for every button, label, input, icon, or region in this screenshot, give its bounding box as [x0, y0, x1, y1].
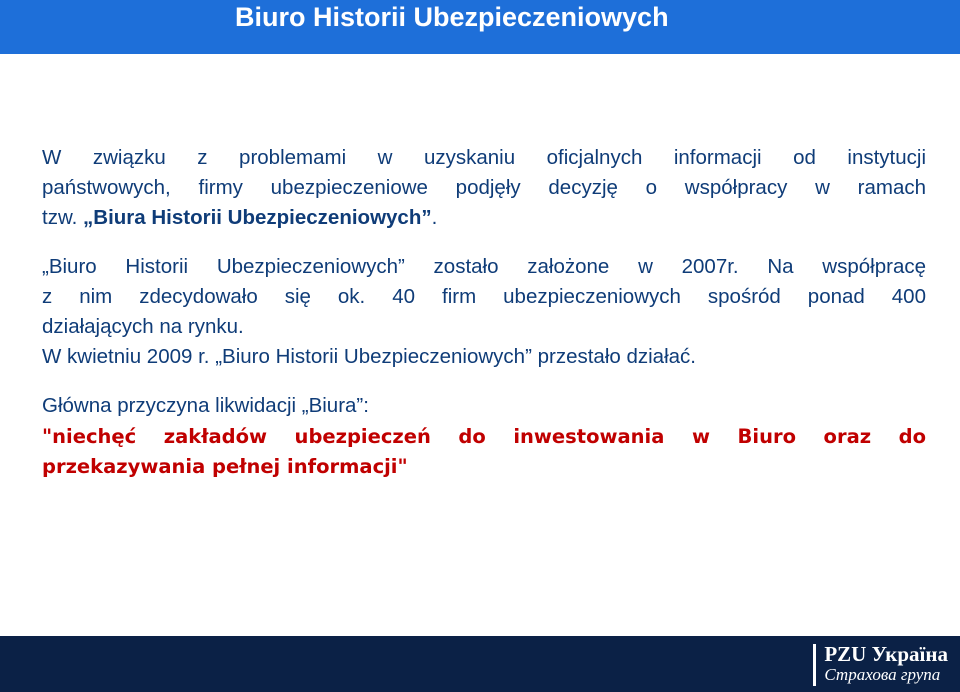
paragraph-history-line-4: W kwietniu 2009 r. „Biuro Historii Ubezpieczeniowych” przestało działać.	[42, 345, 696, 368]
quote-line-2: przekazywania pełnej informacji"	[42, 455, 408, 478]
quote-line-1: "niechęć zakładów ubezpieczeń do inwestowania w Biuro oraz do	[42, 425, 926, 448]
paragraph-intro-line-1: W związku z problemami w uzyskaniu oficjalnych informacji od instytucji	[42, 146, 926, 169]
paragraph-intro-line-3	[42, 203, 926, 233]
slide-title: Biuro Historii Ubezpieczeniowych	[235, 2, 669, 32]
logo-line-2: Страхова група	[824, 665, 941, 684]
tzw-prefix: tzw.	[42, 206, 84, 229]
paragraph-intro-line-2: państwowych, firmy ubezpieczeniowe podjęły decyzję o współpracy w ramach	[42, 176, 926, 199]
slide-content	[42, 143, 926, 482]
biuro-name-bold: „Biura Historii Ubezpieczeniowych”	[83, 206, 432, 229]
period: .	[431, 206, 438, 229]
pzu-logo	[813, 644, 948, 686]
logo-line-1: PZU Україна	[824, 642, 948, 666]
paragraph-history-line-3: działających na rynku.	[42, 315, 244, 338]
paragraph-history-line-1: „Biuro Historii Ubezpieczeniowych” zostało założone w 2007r. Na współpracę	[42, 255, 926, 278]
paragraph-history-line-2: z nim zdecydowało się ok. 40 firm ubezpieczeniowych spośród ponad 400	[42, 285, 926, 308]
footer-bar	[0, 636, 960, 692]
paragraph-history	[42, 252, 926, 372]
paragraph-reason	[42, 391, 926, 482]
paragraph-reason-line-1: Główna przyczyna likwidacji „Biura”:	[42, 394, 369, 417]
paragraph-intro	[42, 143, 926, 233]
title-bar	[0, 0, 960, 54]
